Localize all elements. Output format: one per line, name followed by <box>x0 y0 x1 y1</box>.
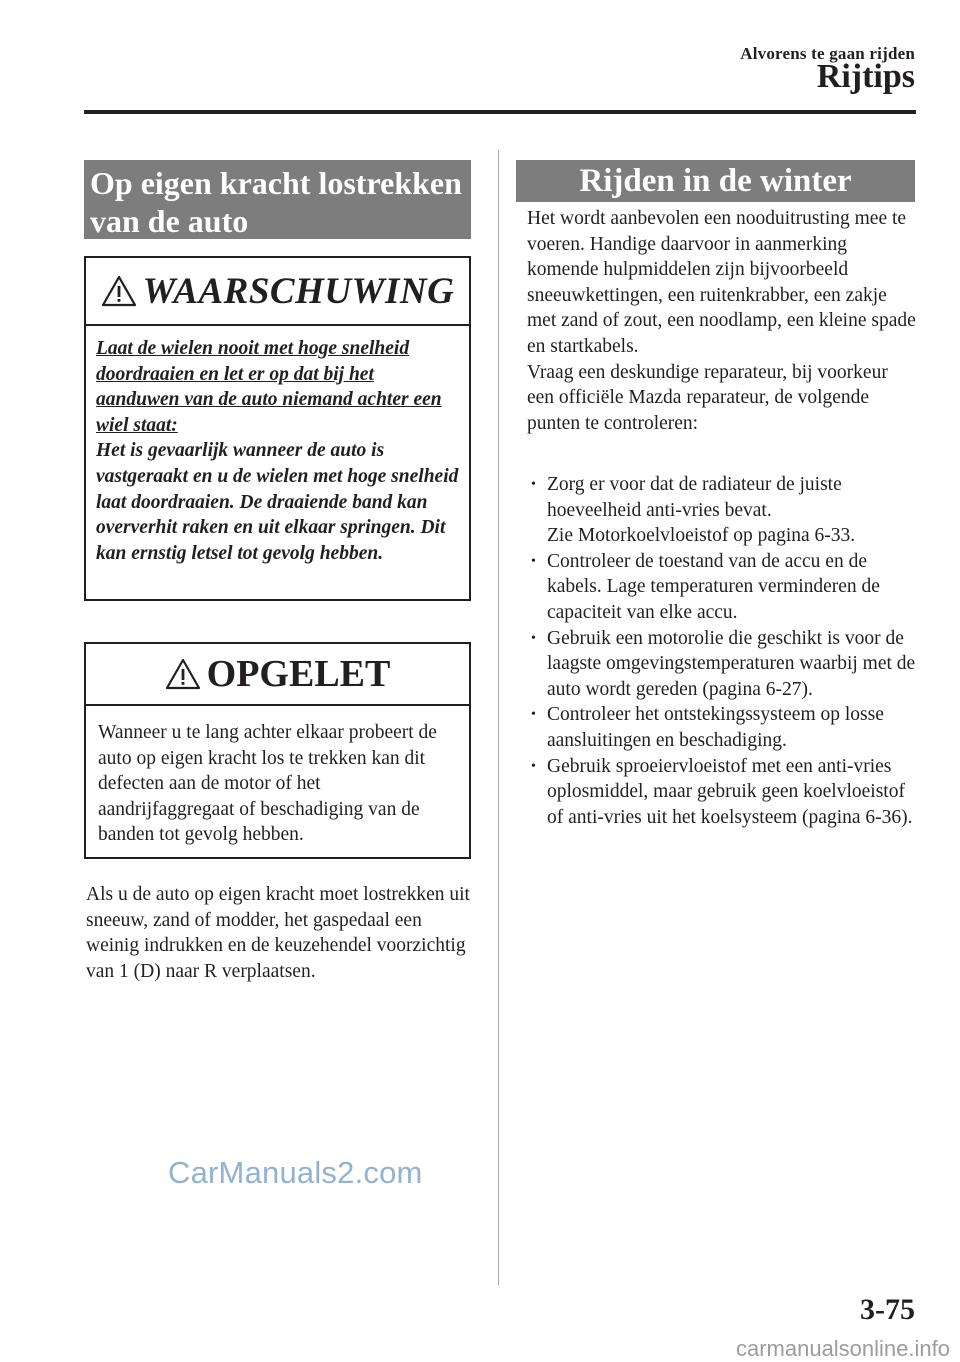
caution-body: Wanneer u te lang achter elkaar probeert de auto op eigen kracht los te trekken kan dit defecten aan de motor of het aandrijfaggregaat of beschadiging van de banden tot gevolg hebben. <box>98 722 437 846</box>
column-divider <box>498 150 499 1285</box>
winter-intro <box>527 206 917 436</box>
warning-text: Het is gevaarlijk wanneer de auto is vastgeraakt en u de wielen met hoge snelheid laat doordraaien. De draaiende band kan oververhit raken en uit elkaar springen. Dit kan ernstig letsel tot gevolg hebben. <box>96 440 459 564</box>
caution-header <box>86 644 469 706</box>
page-number: 3-75 <box>860 1293 915 1326</box>
list-item <box>527 472 917 549</box>
caution-title: OPGELET <box>206 653 391 695</box>
warning-lead: Laat de wielen nooit met hoge snelheid doordraaien en let er op dat bij het aanduwen van de auto niemand achter een wiel staat: <box>96 338 442 436</box>
list-item: • Controleer het ontstekingssysteem op losse aansluitingen en beschadiging. <box>527 702 917 753</box>
list-item: • Gebruik sproeiervloeistof met een anti-vries oplosmiddel, maar gebruik geen koelvloeistof of anti-vries uit het koelsysteem (pagina 6-36). <box>527 754 917 831</box>
right-section-title: Rijden in de winter <box>516 160 915 202</box>
warning-triangle-icon <box>165 658 201 690</box>
watermark: CarManuals2.com <box>168 1155 423 1190</box>
list-item: • Controleer de toestand van de accu en de kabels. Lage temperaturen verminderen de capaciteit van elke accu. <box>527 549 917 626</box>
header-rule <box>84 110 916 114</box>
warning-header <box>86 258 469 326</box>
list-item-text: • Zorg er voor dat de radiateur de juiste hoeveelheid anti-vries bevat. <box>547 474 842 521</box>
winter-intro-text: Het wordt aanbevolen een nooduitrusting mee te voeren. Handige daarvoor in aanmerking komende hulpmiddelen zijn bijvoorbeeld sneeuwkettingen, een ruitenkrabber, een zakje met zand of zout, een noodlamp, een kleine spade en startkabels. <box>527 208 916 357</box>
footer-watermark: carmanualsonline.info <box>735 1336 950 1361</box>
winter-checklist <box>527 472 917 830</box>
chapter-header: Alvorens te gaan rijden <box>740 44 915 63</box>
caution-box <box>84 642 471 859</box>
warning-box <box>84 256 471 601</box>
left-paragraph: Als u de auto op eigen kracht moet lostrekken uit sneeuw, zand of modder, het gaspedaal een weinig indrukken en de keuzehendel voorzichtig van 1 (D) naar R verplaatsen. <box>86 884 470 982</box>
left-section-title: Op eigen kracht lostrekken van de auto <box>84 160 471 239</box>
warning-triangle-icon <box>101 275 137 307</box>
list-item-reference: Zie Motorkoelvloeistof op pagina 6-33. <box>547 525 856 547</box>
warning-title: WAARSCHUWING <box>142 270 455 312</box>
list-item: • Gebruik een motorolie die geschikt is voor de laagste omgevingstemperaturen waarbij met de auto wordt gereden (pagina 6-27). <box>527 626 917 703</box>
warning-body <box>86 326 469 566</box>
section-header: Rijtips <box>816 58 915 95</box>
winter-intro-text-2: Vraag een deskundige reparateur, bij voorkeur een officiële Mazda reparateur, de volgende punten te controleren: <box>527 361 888 434</box>
